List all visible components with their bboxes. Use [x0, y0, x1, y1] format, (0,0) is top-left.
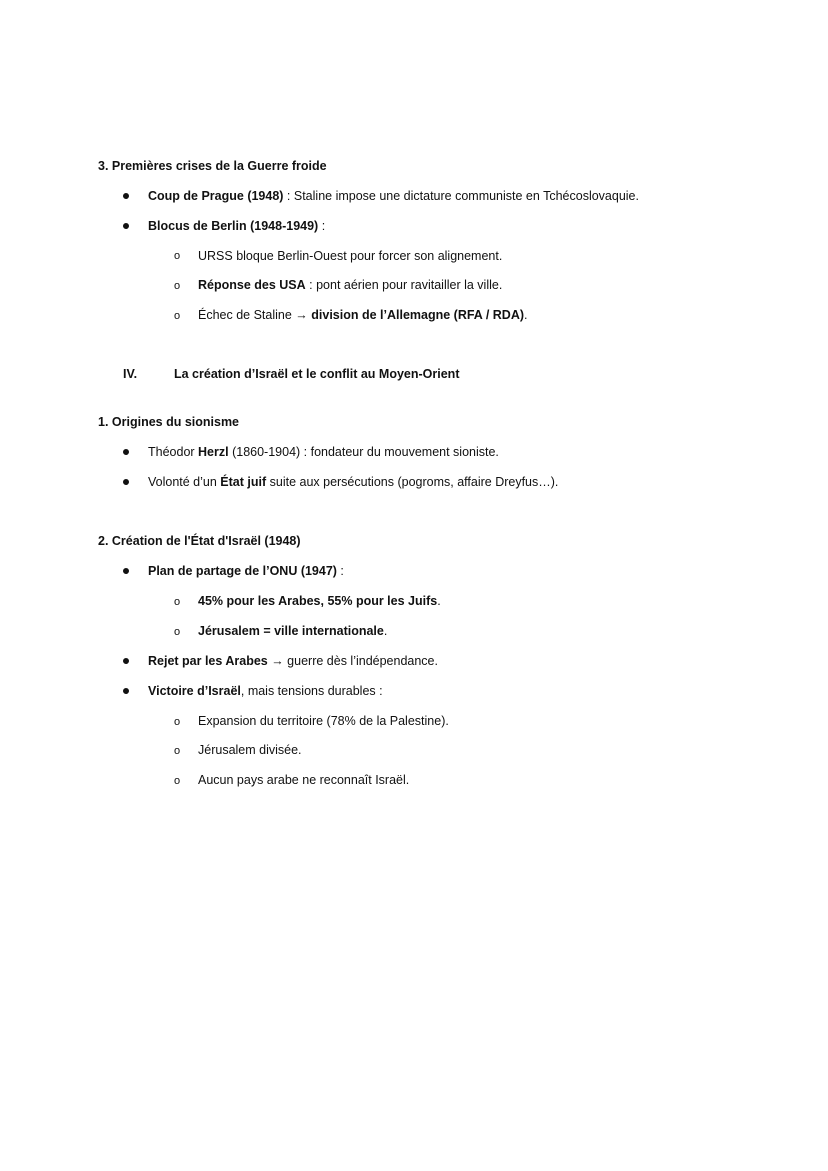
- circle-bullet-icon: o: [174, 745, 181, 757]
- sub-item: [198, 623, 387, 639]
- item-text: :: [318, 219, 326, 233]
- bullet-icon: [123, 688, 129, 694]
- item-bold: Blocus de Berlin (1948-1949): [148, 219, 319, 233]
- bullet-icon: [123, 223, 129, 229]
- item-text: .: [383, 624, 388, 638]
- item-text-end: .: [524, 308, 528, 322]
- circle-bullet-icon: o: [174, 280, 181, 292]
- sub-item: Aucun pays arabe ne reconnaît Israël.: [198, 773, 410, 787]
- sub-item: [198, 593, 441, 609]
- bullet-icon: [123, 658, 129, 664]
- circle-bullet-icon: o: [174, 310, 181, 322]
- item-text: suite aux persécutions (pogroms, affaire Dreyfus…).: [266, 475, 559, 489]
- item-text: : Staline impose une dictature communiste en Tchécoslovaquie.: [283, 189, 639, 203]
- item-bold: Jérusalem = ville internationale: [198, 624, 384, 638]
- item-bold: Réponse des USA: [198, 278, 306, 292]
- item-bold: division de l’Allemagne (RFA / RDA): [311, 308, 525, 322]
- bullet-icon: [123, 479, 129, 485]
- item-bold: Victoire d’Israël: [148, 684, 241, 698]
- circle-bullet-icon: o: [174, 596, 181, 608]
- list-item: [148, 563, 344, 579]
- list-item: [148, 444, 499, 460]
- part-title: La création d’Israël et le conflit au Moyen-Orient: [174, 367, 460, 381]
- sub-item: URSS bloque Berlin-Ouest pour forcer son alignement.: [198, 249, 503, 263]
- item-text: Volonté d’un: [148, 475, 221, 489]
- item-text: :: [336, 564, 344, 578]
- sub-item: [198, 277, 502, 293]
- item-text: (1860-1904) : fondateur du mouvement sioniste.: [228, 445, 499, 459]
- item-text: , mais tensions durables :: [240, 684, 383, 698]
- item-bold: Plan de partage de l’ONU (1947): [148, 564, 337, 578]
- item-bold: État juif: [220, 475, 267, 489]
- item-text: : pont aérien pour ravitailler la ville.: [305, 278, 503, 292]
- bullet-icon: [123, 449, 129, 455]
- item-bold: 45% pour les Arabes, 55% pour les Juifs: [198, 594, 438, 608]
- item-bold: Rejet par les Arabes: [148, 654, 268, 668]
- list-item: [148, 653, 438, 669]
- section-heading: 2. Création de l'État d'Israël (1948): [98, 534, 301, 548]
- list-item: [148, 683, 383, 699]
- bullet-icon: [123, 568, 129, 574]
- sub-item: Expansion du territoire (78% de la Palestine).: [198, 714, 449, 728]
- circle-bullet-icon: o: [174, 626, 181, 638]
- item-text: Échec de Staline →: [198, 308, 312, 322]
- section-heading: 1. Origines du sionisme: [98, 415, 240, 429]
- list-item: [148, 188, 639, 204]
- list-item: [148, 474, 558, 490]
- sub-item: [198, 307, 528, 323]
- circle-bullet-icon: o: [174, 716, 181, 728]
- item-text: .: [437, 594, 441, 608]
- circle-bullet-icon: o: [174, 775, 181, 787]
- list-item: [148, 218, 325, 234]
- part-number: IV.: [123, 367, 138, 381]
- item-bold: Herzl: [198, 445, 229, 459]
- bullet-icon: [123, 193, 129, 199]
- item-text: → guerre dès l’indépendance.: [267, 654, 438, 668]
- section-heading: 3. Premières crises de la Guerre froide: [98, 159, 327, 173]
- item-bold: Coup de Prague (1948): [148, 189, 284, 203]
- sub-item: Jérusalem divisée.: [198, 743, 302, 757]
- circle-bullet-icon: o: [174, 250, 181, 262]
- item-text: Théodor: [148, 445, 199, 459]
